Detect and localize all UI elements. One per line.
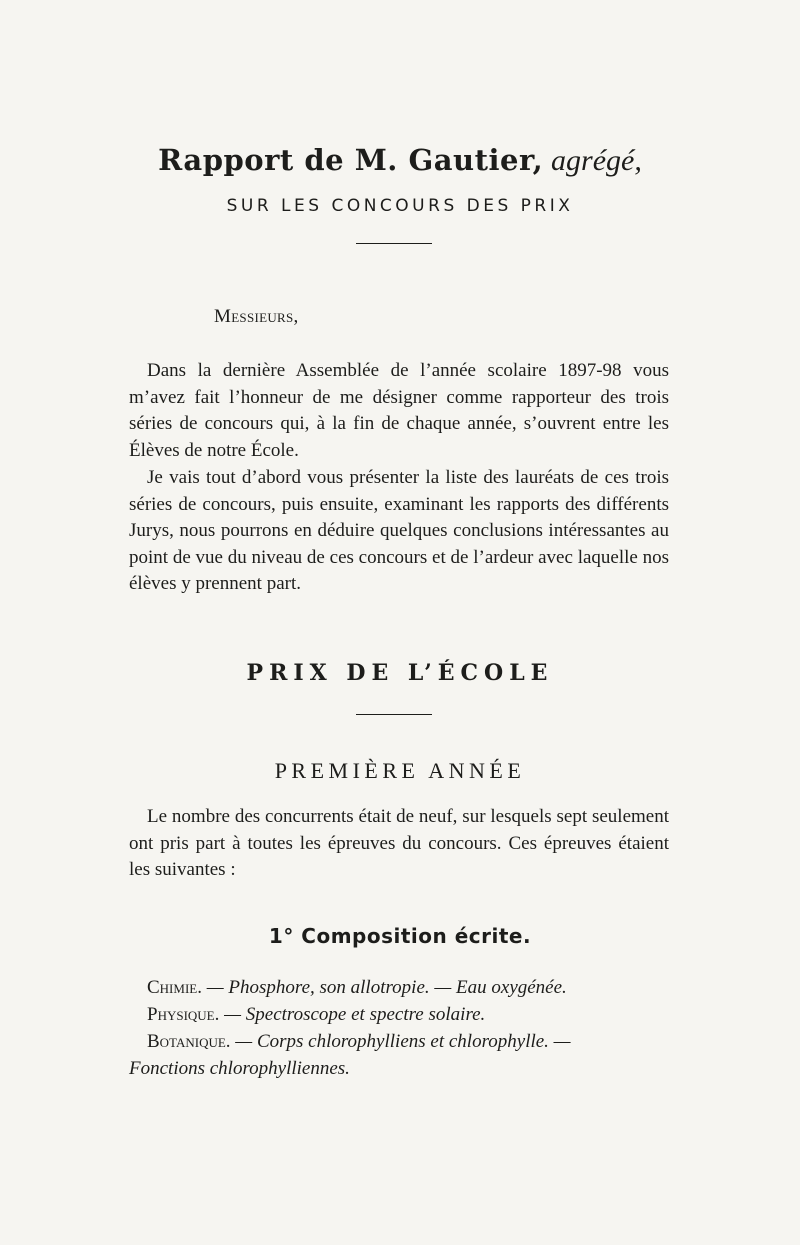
- section-title: PRIX DE L’ÉCOLE: [246, 660, 554, 686]
- divider-rule: [356, 714, 432, 715]
- composition-heading: 1° Composition écrite.: [268, 924, 532, 948]
- subject-item: [129, 1028, 669, 1055]
- subject-list: [129, 974, 669, 1082]
- subject-topic: — Spectroscope et spectre solaire.: [224, 1004, 486, 1025]
- report-title: [0, 142, 800, 179]
- subject-name: Physique.: [147, 1004, 220, 1025]
- divider-rule: [356, 243, 432, 244]
- report-title-role: agrégé,: [551, 144, 642, 177]
- salutation: Messieurs,: [214, 306, 299, 327]
- paragraph: Dans la dernière Assemblée de l’année scolaire 1897-98 vous m’avez fait l’honneur de me désigner comme rapporteur des trois séries de concours qui, à la fin de chaque année, s’ouvrent entre les Élèves de notre École.: [129, 360, 669, 461]
- intro-paragraph: Le nombre des concurrents était de neuf, sur lesquels sept seulement ont pris part à toutes les épreuves du concours. Ces épreuves étaient les suivantes :: [129, 806, 669, 880]
- report-subtitle: SUR LES CONCOURS DES PRIX: [226, 196, 574, 216]
- subject-item: [129, 1001, 669, 1028]
- subsection-title: PREMIÈRE ANNÉE: [274, 758, 526, 783]
- paragraph: Je vais tout d’abord vous présenter la liste des lauréats de ces trois séries de concours, puis ensuite, examinant les rapports des différents Jurys, nous pourrons en déduire quelques conclusions intéressantes au point de vue du niveau de ces concours et de l’ardeur avec laquelle nos élèves y prennent part.: [129, 467, 669, 594]
- report-title-main: Rapport de M. Gautier,: [158, 143, 544, 177]
- subject-topic: — Phosphore, son allotropie. — Eau oxygénée.: [206, 977, 567, 998]
- subject-topic: — Corps chlorophylliens et chlorophylle. —: [235, 1031, 571, 1052]
- subject-topic-continuation: Fonctions chlorophylliennes.: [129, 1058, 350, 1079]
- subject-name: Chimie.: [147, 977, 202, 998]
- subject-item: [129, 974, 669, 1001]
- subject-name: Botanique.: [147, 1031, 231, 1052]
